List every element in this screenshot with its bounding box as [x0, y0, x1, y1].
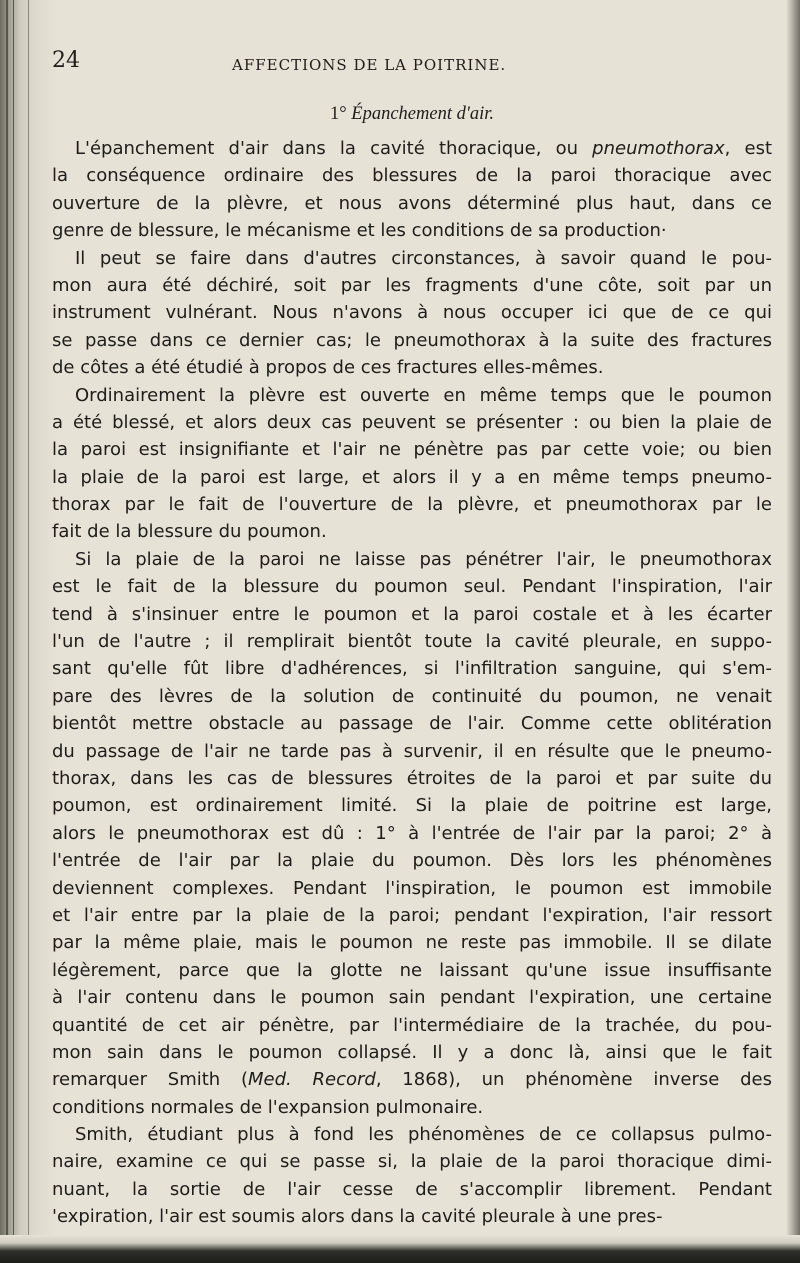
- text-line: naire, examine ce qui se passe si, la plaie de la paroi thoracique dimi-: [52, 1151, 772, 1173]
- text-line: sant qu'elle fût libre d'adhérences, si l'infiltration sanguine, qui s'em-: [52, 658, 772, 680]
- text-line: conditions normales de l'expansion pulmonaire.: [52, 1096, 484, 1118]
- text-line: Ordinairement la plèvre est ouverte en même temps que le poumon: [75, 384, 772, 406]
- text-line: remarquer Smith (Med. Record, 1868), un phénomène inverse des: [52, 1069, 772, 1091]
- text-line: est le fait de la blessure du poumon seul. Pendant l'inspiration, l'air: [52, 576, 772, 598]
- text-line: Il peut se faire dans d'autres circonstances, à savoir quand le pou-: [75, 247, 772, 269]
- text-line: a été blessé, et alors deux cas peuvent se présenter : ou bien la plaie de: [52, 411, 772, 433]
- text-line: la paroi est insignifiante et l'air ne pénètre pas par cette voie; ou bien: [52, 439, 772, 461]
- text-line: Si la plaie de la paroi ne laisse pas pénétrer l'air, le pneumothorax: [75, 548, 772, 570]
- text-line: tend à s'insinuer entre le poumon et la paroi costale et à les écarter: [52, 603, 772, 625]
- text-line: mon sain dans le poumon collapsé. Il y a donc là, ainsi que le fait: [52, 1041, 772, 1063]
- text-line: à l'air contenu dans le poumon sain pendant l'expiration, une certaine: [52, 987, 772, 1009]
- text-line: ouverture de la plèvre, et nous avons déterminé plus haut, dans ce: [52, 192, 772, 214]
- page-edge: [786, 0, 800, 1263]
- text-line: deviennent complexes. Pendant l'inspiration, le poumon est immobile: [52, 877, 772, 899]
- book-page: [52, 48, 772, 1231]
- text-line: l'entrée de l'air par la plaie du poumon. Dès lors les phénomènes: [52, 850, 772, 872]
- section-title: [52, 104, 772, 125]
- text-line: genre de blessure, le mécanisme et les conditions de sa production·: [52, 220, 667, 242]
- text-line: pare des lèvres de la solution de continuité du poumon, ne venait: [52, 685, 772, 707]
- text-line: la conséquence ordinaire des blessures de la paroi thoracique avec: [52, 165, 772, 187]
- gutter-rule: [28, 0, 29, 1263]
- text-line: légèrement, parce que la glotte ne laissant qu'une issue insuffisante: [52, 959, 772, 981]
- section-heading: Épanchement d'air.: [351, 104, 494, 124]
- section-number: 1°: [330, 104, 347, 124]
- page-header: [52, 48, 772, 88]
- text-line: par la même plaie, mais le poumon ne reste pas immobile. Il se dilate: [52, 932, 772, 954]
- running-head: AFFECTIONS DE LA POITRINE.: [232, 56, 507, 74]
- page-bottom-shadow: [0, 1235, 800, 1263]
- text-line: bientôt mettre obstacle au passage de l'air. Comme cette oblitération: [52, 713, 772, 735]
- book-gutter: [0, 0, 60, 1263]
- text-line: fait de la blessure du poumon.: [52, 521, 327, 543]
- text-line: et l'air entre par la plaie de la paroi; pendant l'expiration, l'air ressort: [52, 904, 772, 926]
- text-line: quantité de cet air pénètre, par l'intermédiaire de la trachée, du pou-: [52, 1014, 772, 1036]
- text-line: nuant, la sortie de l'air cesse de s'accomplir librement. Pendant: [52, 1178, 772, 1200]
- text-line: l'un de l'autre ; il remplirait bientôt toute la cavité pleurale, en suppo-: [52, 631, 772, 653]
- text-line: thorax par le fait de l'ouverture de la plèvre, et pneumothorax par le: [52, 494, 772, 516]
- text-line: mon aura été déchiré, soit par les fragments d'une côte, soit par un: [52, 274, 772, 296]
- text-line: Smith, étudiant plus à fond les phénomènes de ce collapsus pulmo-: [75, 1124, 772, 1146]
- text-line: L'épanchement d'air dans la cavité thoracique, ou pneumothorax, est: [75, 138, 773, 159]
- page-number: 24: [52, 48, 80, 73]
- text-line: se passe dans ce dernier cas; le pneumothorax à la suite des fractures: [52, 329, 772, 351]
- gutter-rule: [13, 0, 14, 1263]
- text-line: poumon, est ordinairement limité. Si la plaie de poitrine est large,: [52, 795, 772, 817]
- text-line: la plaie de la paroi est large, et alors il y a en même temps pneumo-: [52, 466, 772, 488]
- text-line: 'expiration, l'air est soumis alors dans la cavité pleurale à une pres-: [52, 1206, 663, 1228]
- body-text: [52, 135, 772, 1231]
- text-line: thorax, dans les cas de blessures étroites de la paroi et par suite du: [52, 767, 772, 789]
- gutter-rule: [6, 0, 8, 1263]
- text-line: instrument vulnérant. Nous n'avons à nous occuper ici que de ce qui: [52, 302, 772, 324]
- text-line: du passage de l'air ne tarde pas à survenir, il en résulte que le pneumo-: [52, 740, 772, 762]
- text-line: alors le pneumothorax est dû : 1° à l'entrée de l'air par la paroi; 2° à: [52, 822, 772, 844]
- text-line: de côtes a été étudié à propos de ces fractures elles-mêmes.: [52, 357, 604, 379]
